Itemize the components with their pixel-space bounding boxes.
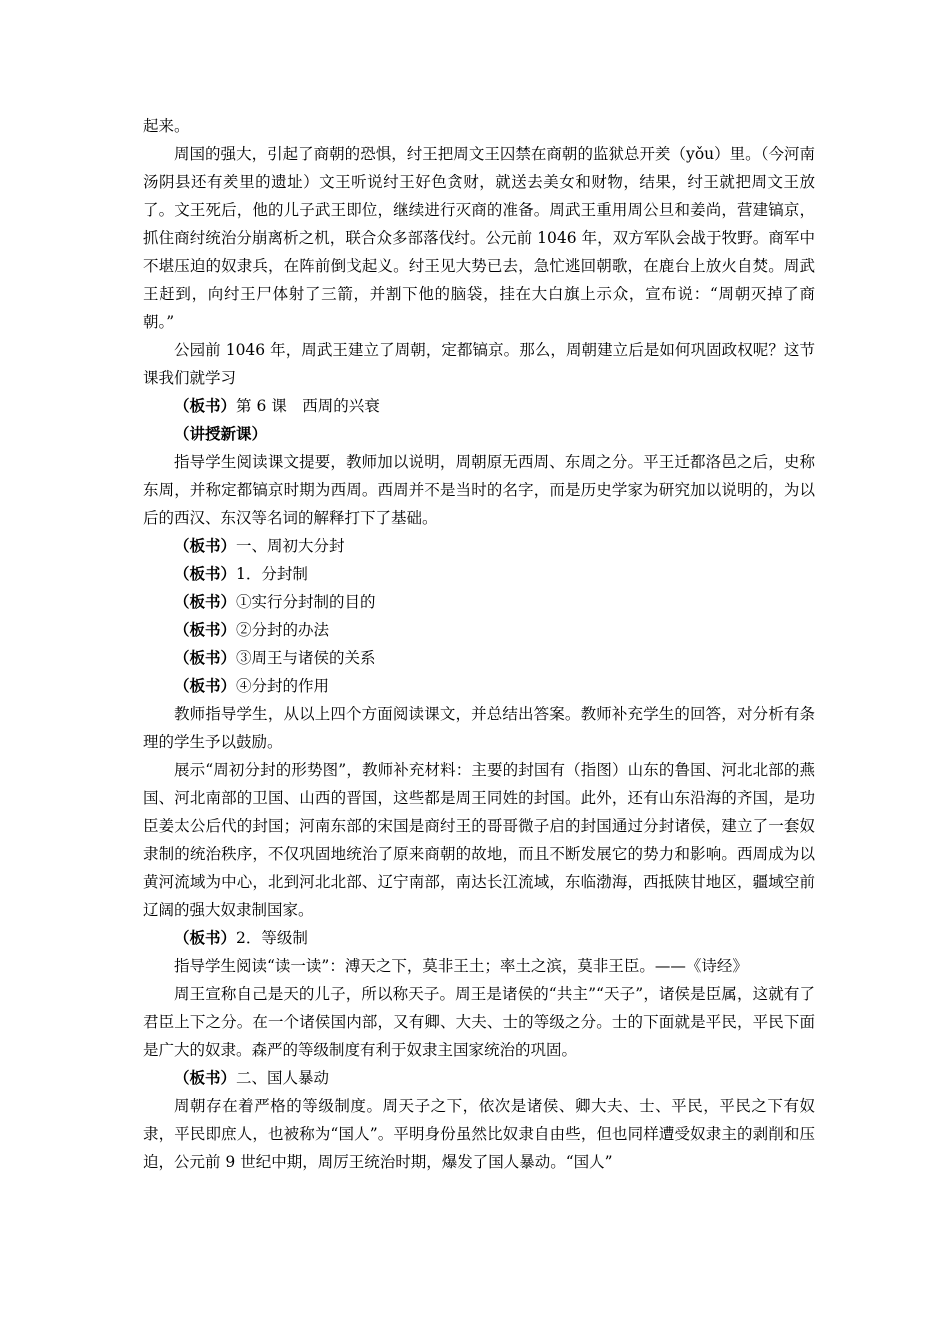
board-text: 一、周初大分封: [236, 537, 345, 555]
paragraph: [143, 980, 815, 1064]
board-heading: [143, 532, 815, 560]
paragraph: [143, 952, 815, 980]
paragraph: [143, 756, 815, 924]
document-page: [143, 112, 815, 1176]
paragraph: [143, 140, 815, 336]
board-text: 二、国人暴动: [236, 1069, 330, 1087]
board-label: （板书）: [174, 1069, 237, 1087]
board-heading: [143, 588, 815, 616]
paragraph-text: 周国的强大，引起了商朝的恐惧，纣王把周文王囚禁在商朝的监狱总开羑（yǒu）里。（今河南汤阴县还有羑里的遗址）文王听说纣王好色贪财，就送去美女和财物，结果，纣王就把周文王放了。文王死后，他的儿子武王即位，继续进行灭商的准备。周武王重用周公旦和姜尚，营建镐京，抓住商纣统治分崩离析之机，联合众多部落伐纣。公元前 1046 年，双方军队会战于牧野。商军中不堪压迫的奴隶兵，在阵前倒戈起义。纣王见大势已去，急忙逃回朝歌，在鹿台上放火自焚。周武王赶到，向纣王尸体射了三箭，并割下他的脑袋，挂在大白旗上示众，宣布说：“周朝灭掉了商朝。”: [143, 145, 815, 331]
board-heading: [143, 924, 815, 952]
board-text: 第 6 课 西周的兴衰: [236, 397, 380, 415]
paragraph-text: 周朝存在着严格的等级制度。周天子之下，依次是诸侯、卿大夫、士、平民，平民之下有奴隶，平民即庶人，也被称为“国人”。平明身份虽然比奴隶自由些，但也同样遭受奴隶主的剥削和压迫，公元前 9 世纪中期，周厉王统治时期，爆发了国人暴动。“国人”: [143, 1097, 815, 1171]
paragraph: [143, 1092, 815, 1176]
board-label: （板书）: [174, 397, 237, 415]
lecture-heading: [143, 420, 815, 448]
lecture-label: （讲授新课）: [174, 425, 268, 443]
paragraph-text: 周王宣称自己是天的儿子，所以称天子。周王是诸侯的“共主”“天子”，诸侯是臣属，这就有了君臣上下之分。在一个诸侯国内部，又有卿、大夫、士的等级之分。士的下面就是平民，平民下面是广大的奴隶。森严的等级制度有利于奴隶主国家统治的巩固。: [143, 985, 815, 1059]
board-label: （板书）: [174, 537, 237, 555]
paragraph-text: 指导学生阅读“读一读”：溥天之下，莫非王土；率土之滨，莫非王臣。——《诗经》: [174, 957, 748, 975]
board-heading: [143, 644, 815, 672]
board-text: ①实行分封制的目的: [236, 593, 376, 611]
paragraph: [143, 112, 815, 140]
paragraph: [143, 700, 815, 756]
paragraph-text: 展示“周初分封的形势图”，教师补充材料：主要的封国有（指图）山东的鲁国、河北北部的燕国、河北南部的卫国、山西的晋国，这些都是周王同姓的封国。此外，还有山东沿海的齐国，是功臣姜太公后代的封国；河南东部的宋国是商纣王的哥哥微子启的封国通过分封诸侯，建立了一套奴隶制的统治秩序，不仅巩固地统治了原来商朝的故地，而且不断发展它的势力和影响。西周成为以黄河流域为中心，北到河北北部、辽宁南部，南达长江流域，东临渤海，西抵陕甘地区，疆域空前辽阔的强大奴隶制国家。: [143, 761, 815, 919]
board-heading: [143, 672, 815, 700]
paragraph-text: 起来。: [143, 117, 190, 135]
board-text: 1．分封制: [236, 565, 308, 583]
board-text: ③周王与诸侯的关系: [236, 649, 376, 667]
paragraph: [143, 336, 815, 392]
board-heading: [143, 392, 815, 420]
board-text: 2．等级制: [236, 929, 308, 947]
board-text: ②分封的办法: [236, 621, 330, 639]
board-heading: [143, 1064, 815, 1092]
board-label: （板书）: [174, 649, 237, 667]
board-heading: [143, 616, 815, 644]
board-heading: [143, 560, 815, 588]
board-label: （板书）: [174, 677, 237, 695]
paragraph-text: 公园前 1046 年，周武王建立了周朝，定都镐京。那么，周朝建立后是如何巩固政权呢？这节课我们就学习: [143, 341, 815, 387]
board-label: （板书）: [174, 593, 237, 611]
board-label: （板书）: [174, 929, 237, 947]
paragraph: [143, 448, 815, 532]
board-label: （板书）: [174, 565, 237, 583]
board-text: ④分封的作用: [236, 677, 330, 695]
paragraph-text: 教师指导学生，从以上四个方面阅读课文，并总结出答案。教师补充学生的回答，对分析有条理的学生予以鼓励。: [143, 705, 815, 751]
board-label: （板书）: [174, 621, 237, 639]
paragraph-text: 指导学生阅读课文提要，教师加以说明，周朝原无西周、东周之分。平王迁都洛邑之后，史称东周，并称定都镐京时期为西周。西周并不是当时的名字，而是历史学家为研究加以说明的，为以后的西汉、东汉等名词的解释打下了基础。: [143, 453, 815, 527]
